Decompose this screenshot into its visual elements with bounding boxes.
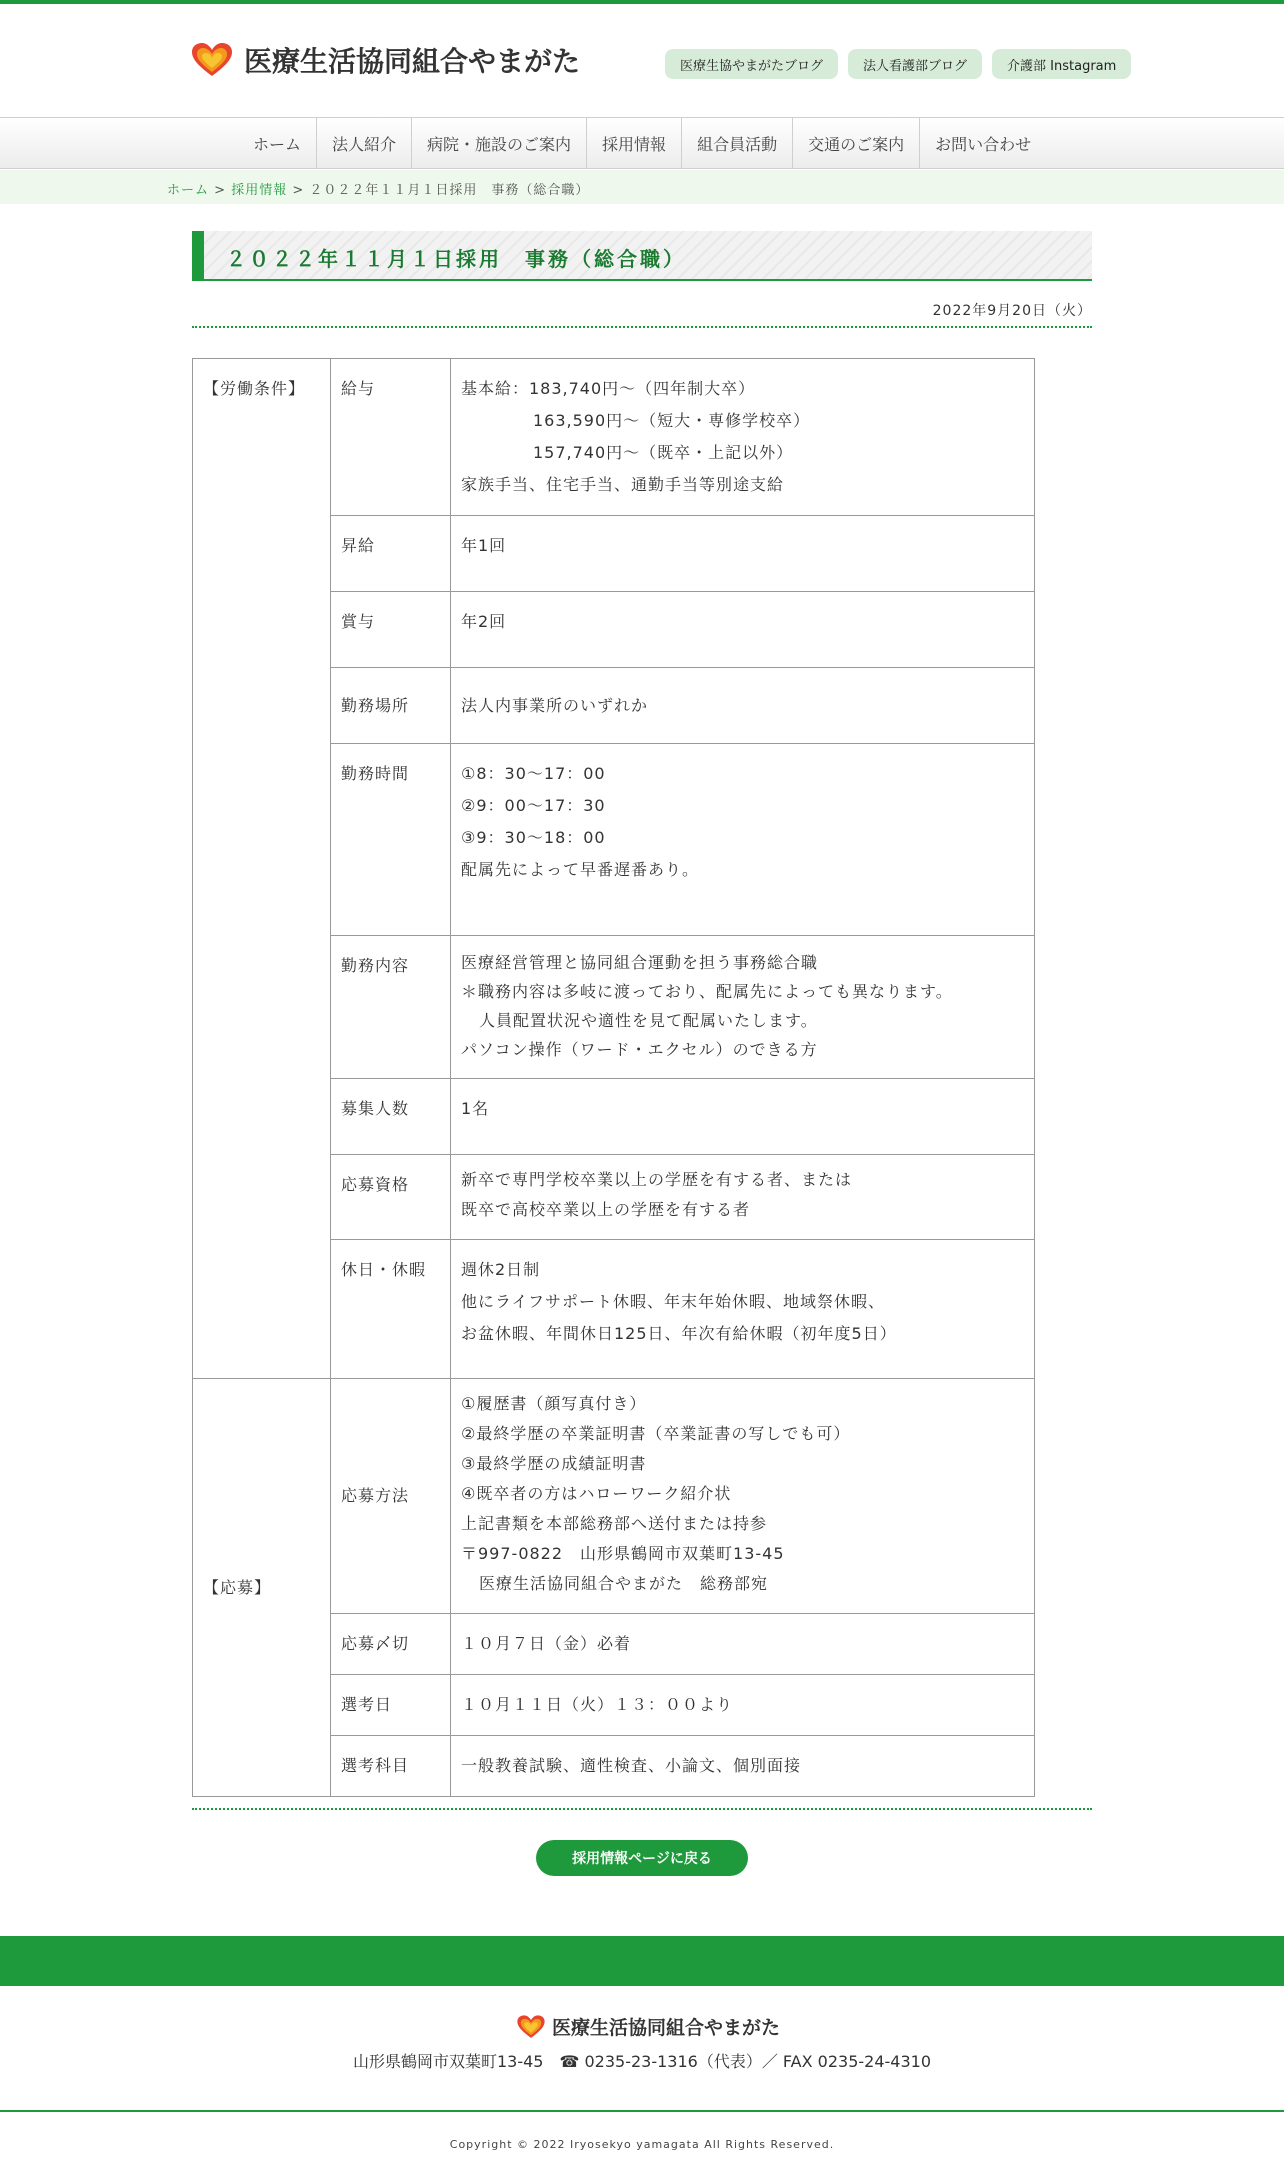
salary-line: 157,740円～（既卒・上記以外）: [533, 443, 794, 462]
row-value-method: [451, 1379, 1035, 1614]
method-line: 上記書類を本部総務部へ送付または持参: [461, 1514, 768, 1533]
footer-logo[interactable]: [516, 2013, 780, 2040]
row-label: 勤務時間: [331, 744, 451, 936]
nav-facilities[interactable]: 病院・施設のご案内: [412, 118, 587, 168]
row-value-subjects: 一般教養試験、適性検査、小論文、個別面接: [451, 1736, 1035, 1797]
row-label: 募集人数: [331, 1079, 451, 1155]
row-value-salary: [451, 359, 1035, 516]
header-links: [665, 49, 1141, 79]
nav-access[interactable]: 交通のご案内: [793, 118, 920, 168]
row-label: 賞与: [331, 592, 451, 668]
row-value-duty: [451, 936, 1035, 1079]
heart-logo-icon: [516, 2014, 546, 2040]
job-conditions-table: [192, 358, 1035, 1797]
duty-line: パソコン操作（ワード・エクセル）のできる方: [461, 1040, 818, 1059]
method-line: ③最終学歴の成績証明書: [461, 1454, 647, 1473]
global-nav: [0, 117, 1284, 169]
row-label: 応募〆切: [331, 1614, 451, 1675]
holiday-line: お盆休暇、年間休日125日、年次有給休暇（初年度5日）: [461, 1324, 897, 1343]
breadcrumb-separator: >: [287, 183, 310, 198]
footer-address: 山形県鶴岡市双葉町13-45 ☎ 0235-23-1316（代表）／ FAX 0235-24-4310: [352, 2052, 931, 2071]
row-value-raise: 年1回: [451, 516, 1035, 592]
divider: [192, 326, 1092, 328]
row-value-place: 法人内事業所のいずれか: [451, 668, 1035, 744]
row-label: 応募資格: [331, 1155, 451, 1240]
row-label: 勤務内容: [331, 936, 451, 1079]
salary-line: 家族手当、住宅手当、通勤手当等別途支給: [461, 475, 785, 494]
row-value-qualification: [451, 1155, 1035, 1240]
salary-line: 基本給：183,740円～（四年制大卒）: [461, 379, 756, 398]
row-label: 応募方法: [331, 1379, 451, 1614]
row-value-holiday: [451, 1240, 1035, 1379]
back-to-recruit-button[interactable]: 採用情報ページに戻る: [536, 1840, 748, 1876]
row-value-count: 1名: [451, 1079, 1035, 1155]
row-value-bonus: 年2回: [451, 592, 1035, 668]
breadcrumb: [0, 170, 1284, 204]
row-label: 選考科目: [331, 1736, 451, 1797]
duty-line: 医療経営管理と協同組合運動を担う事務総合職: [461, 953, 819, 972]
qualification-line: 新卒で専門学校卒業以上の学歴を有する者、または: [461, 1170, 853, 1189]
breadcrumb-current: ２０２２年１１月１日採用 事務（総合職）: [309, 183, 590, 198]
blog-link[interactable]: 医療生協やまがたブログ: [665, 49, 838, 79]
table-row: [193, 359, 1035, 516]
method-line: ④既卒者の方はハローワーク紹介状: [461, 1484, 732, 1503]
duty-line: 人員配置状況や適性を見て配属いたします。: [479, 1011, 818, 1030]
breadcrumb-separator: >: [209, 183, 232, 198]
salary-line: 163,590円～（短大・専修学校卒）: [533, 411, 811, 430]
heart-logo-icon: [190, 42, 234, 78]
row-value-exam-date: １０月１１日（火）１３：００より: [451, 1675, 1035, 1736]
qualification-line: 既卒で高校卒業以上の学歴を有する者: [461, 1200, 751, 1219]
section-label-apply: 【応募】: [193, 1379, 331, 1797]
row-label: 勤務場所: [331, 668, 451, 744]
method-line: 〒997-0822 山形県鶴岡市双葉町13-45: [461, 1544, 785, 1563]
method-line: 医療生活協同組合やまがた 総務部宛: [479, 1574, 769, 1593]
holiday-line: 他にライフサポート休暇、年末年始休暇、地域祭休暇、: [461, 1292, 886, 1311]
method-line: ①履歴書（顔写真付き）: [461, 1394, 647, 1413]
footer-bar: [0, 1936, 1284, 1986]
top-accent-bar: [0, 0, 1284, 4]
row-label: 選考日: [331, 1675, 451, 1736]
nav-recruit[interactable]: 採用情報: [587, 118, 682, 168]
breadcrumb-recruit[interactable]: 採用情報: [231, 183, 288, 198]
nav-home[interactable]: ホーム: [238, 118, 317, 168]
row-label: 昇給: [331, 516, 451, 592]
duty-line: ＊職務内容は多岐に渡っており、配属先によっても異なります。: [461, 982, 953, 1001]
row-label: 給与: [331, 359, 451, 516]
nav-contact[interactable]: お問い合わせ: [935, 134, 1032, 154]
row-label: 休日・休暇: [331, 1240, 451, 1379]
row-value-hours: [451, 744, 1035, 936]
footer-divider: [0, 2110, 1284, 2112]
site-logo[interactable]: [190, 40, 580, 80]
post-date: 2022年9月20日（火）: [932, 303, 1092, 319]
nursing-blog-link[interactable]: 法人看護部ブログ: [848, 49, 982, 79]
page-title: ２０２２年１１月１日採用 事務（総合職）: [226, 247, 686, 271]
footer-logo-text: 医療生活協同組合やまがた: [552, 2017, 781, 2039]
nav-about[interactable]: 法人紹介: [317, 118, 412, 168]
section-label-conditions: 【労働条件】: [193, 359, 331, 1379]
copyright: Copyright © 2022 Iryosekyo yamagata All Rights Reserved.: [449, 2138, 835, 2151]
row-value-deadline: １０月７日（金）必着: [451, 1614, 1035, 1675]
holiday-line: 週休2日制: [461, 1260, 541, 1279]
method-line: ②最終学歴の卒業証明書（卒業証書の写しでも可）: [461, 1424, 851, 1443]
care-instagram-link[interactable]: 介護部 Instagram: [992, 49, 1131, 79]
breadcrumb-home[interactable]: ホーム: [167, 183, 210, 198]
hours-line: ①8：30～17：00: [461, 764, 606, 783]
divider: [192, 1808, 1092, 1810]
logo-text: 医療生活協同組合やまがた: [244, 45, 581, 78]
page-title-box: [192, 231, 1092, 281]
table-row: [193, 1379, 1035, 1614]
hours-line: ②9：00～17：30: [461, 796, 606, 815]
hours-line: ③9：30～18：00: [461, 828, 606, 847]
nav-members[interactable]: 組合員活動: [682, 118, 793, 168]
hours-line: 配属先によって早番遅番あり。: [461, 860, 700, 879]
